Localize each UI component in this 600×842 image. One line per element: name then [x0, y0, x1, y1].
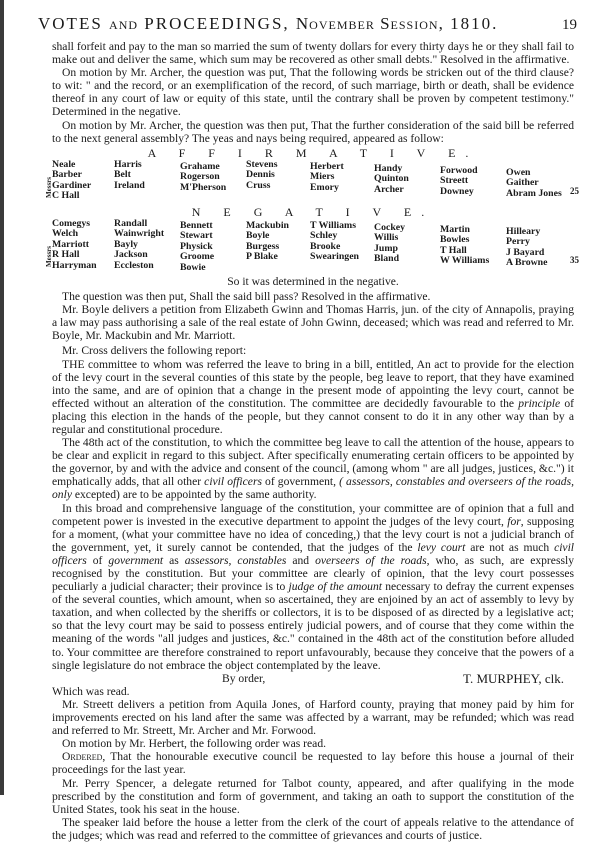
paragraph: Mr. Streett delivers a petition from Aquila Jones, of Harford county, praying that money paid by him for improvements erected on his land after the same was affected by a warrant, may be refunded; which was read and referred to Mr. Streett, Mr. Archer and Mr. Forwood. — [52, 697, 574, 738]
order-paragraph — [52, 750, 574, 776]
name-column — [506, 168, 562, 200]
name-column — [114, 160, 145, 192]
paragraph: Mr. Cross delivers the following report: — [62, 344, 247, 358]
member-name: Jump — [374, 242, 398, 254]
page-header — [38, 14, 558, 34]
header-and: and — [109, 14, 139, 33]
messrs-label: Messrs — [45, 176, 53, 198]
name-column — [52, 219, 97, 272]
vote-result: So it was determined in the negative. — [227, 274, 399, 288]
vote-count: 35 — [570, 254, 579, 265]
member-name: Mackubin — [246, 219, 290, 231]
paragraph: On motion by Mr. Archer, the question was then put, That the further consideration of the said bill be referred to the next general assembly? The yeas and nays being required, appeared as follow: — [52, 118, 574, 145]
member-name: Miers — [310, 171, 335, 183]
clerk-signature: T. MURPHEY, clk. — [463, 670, 564, 686]
member-name: W Williams — [440, 255, 490, 267]
name-column — [310, 162, 344, 194]
member-name: Eccleston — [114, 259, 154, 271]
member-name: Quinton — [374, 173, 409, 185]
vote-count: 25 — [570, 185, 579, 196]
text: In this broad and comprehensive language of the constitution, your committee are of opinion that a full and competent power is invested in the executive department to appoint the judges of the levy court, — [52, 501, 574, 528]
member-name: Stewart — [180, 230, 213, 242]
member-name: Cruss — [246, 179, 271, 191]
text: and — [286, 553, 316, 567]
text: committee to whom was referred the leave to bring in a bill, entitled, An act to provide for the election of the levy court in the several counties of this state by the people, beg leave to report, that they have examined into the same, and are of opinion that a change in the present mode of appointing the levy court, cannot be effected without an alteration of the constitution. The committee are decidedly favourable to the — [52, 357, 574, 410]
member-name: Bayly — [114, 238, 138, 250]
member-name: Marriott — [52, 238, 89, 250]
scan-edge — [0, 0, 4, 795]
italic-text: for — [507, 514, 521, 528]
header-proceedings: PROCEEDINGS, — [144, 14, 290, 33]
name-column — [440, 225, 489, 267]
name-column — [180, 162, 226, 194]
member-name: Bennett — [180, 219, 213, 231]
ordered-label: Ordered, — [62, 750, 106, 764]
negative-names — [45, 217, 579, 275]
header-session: November Session, — [295, 14, 444, 33]
member-name: M'Pherson — [180, 181, 227, 193]
report-lead: THE — [62, 357, 85, 371]
member-name: Wainwright — [114, 228, 165, 240]
paragraph: On motion by Mr. Archer, the question was put, That the following words be stricken out of the third clause? to wit: " and the record, or an exemplification of the record, of such marriage, birth or death, shall be evidence thereof in any court of law or equity of this state, until the contrary shall be proven by competent testimony." Determined in the negative. — [52, 66, 574, 119]
member-name: Bowie — [180, 261, 206, 273]
member-name: Downey — [440, 185, 474, 197]
text: of — [86, 553, 109, 567]
italic-text: judge of the amount — [288, 580, 382, 594]
name-column — [246, 221, 289, 263]
member-name: Boyle — [246, 230, 270, 242]
text: of government, — [261, 475, 340, 489]
member-name: T Hall — [440, 244, 467, 256]
member-name: Physick — [180, 240, 213, 252]
member-name: Hilleary — [506, 225, 541, 237]
italic-text: overseers of the roads, — [315, 553, 430, 567]
paragraph: Mr. Boyle delivers a petition from Elizabeth Gwinn and Thomas Harris, jun. of the city of Annapolis, praying a law may pass authorising a sale of the real estate of John Gwinn, deceased; which was read and referred to Mr. Boyle, Mr. Mackubin and Mr. Marriott. — [52, 303, 574, 343]
italic-text: principle — [518, 396, 561, 410]
signature-line — [52, 672, 574, 685]
member-name: Randall — [114, 217, 148, 229]
page-body — [45, 40, 579, 842]
member-name: Grahame — [180, 160, 220, 172]
member-name: Ireland — [114, 179, 145, 191]
member-name: Welch — [52, 228, 79, 240]
member-name: Streett — [440, 175, 469, 187]
member-name: Groome — [180, 251, 215, 263]
italic-text: government — [108, 553, 164, 567]
member-name: Perry — [506, 236, 530, 248]
member-name: T Williams — [310, 219, 357, 231]
paragraph: Mr. Perry Spencer, a delegate returned for Talbot county, appeared, and after qualifying in the mode prescribed by the constitution and form of government, and taking an oath to support the constitution of the United States, took his seat in the house. — [52, 776, 574, 816]
header-year: 1810. — [450, 14, 499, 33]
text: The 48th act of the constitution, to which the committee beg leave to call the attention of the house, appears to be clear and explicit in regard to this subject. After specifically enumerating certain officers to be appointed by the governor, by and with the advice and consent of the council, (among whom " are all judges, justices, &c.") it emphatically adds, that all other — [52, 436, 574, 489]
member-name: Emory — [310, 181, 339, 193]
name-column — [246, 160, 278, 192]
italic-text: civil officers — [52, 540, 575, 567]
by-order: By order, — [222, 671, 266, 685]
text: who, as such, are expressly recognised by the constitution. But your committee are clearly of opinion, that the levy court possesses peculiarly a judicial character; their province is to — [52, 553, 574, 594]
member-name: Martin — [440, 223, 470, 235]
member-name: J Bayard — [506, 246, 545, 258]
member-name: Stevens — [246, 158, 278, 170]
paragraph: On motion by Mr. Herbert, the following order was read. — [62, 737, 327, 751]
name-column — [506, 227, 547, 269]
header-votes: VOTES — [38, 14, 103, 33]
report-paragraph — [52, 436, 574, 501]
name-column — [180, 221, 214, 274]
text: as — [163, 553, 185, 567]
negative-heading: N E G A T I V E. — [191, 204, 435, 219]
member-name: Bowles — [440, 234, 470, 246]
paragraph: The speaker laid before the house a letter from the clerk of the court of appeals relative to the attendance of the judges; which was read and referred to the committee of grievances and courts of justice. — [52, 815, 574, 842]
member-name: Gardiner — [52, 179, 92, 191]
member-name: Harryman — [52, 259, 97, 271]
member-name: Archer — [374, 183, 404, 195]
member-name: Handy — [374, 162, 403, 174]
italic-text: civil officers — [204, 475, 262, 489]
member-name: Willis — [374, 232, 399, 244]
text: of placing this election in the hands of the people, but they cannot consent to do it in any other way than by a regular and constitutional procedure. — [52, 396, 574, 436]
report-paragraph — [52, 502, 574, 672]
italic-text: ( assessors, constables and overseers of the roads, only — [52, 475, 574, 502]
name-column — [374, 223, 405, 265]
member-name: Comegys — [52, 217, 91, 229]
member-name: P Blake — [246, 251, 278, 263]
member-name: A Browne — [506, 257, 548, 269]
name-column — [374, 164, 409, 196]
member-name: Belt — [114, 169, 131, 181]
paragraph: shall forfeit and pay to the man so married the sum of twenty dollars for every thirty days he or they shall fail to make out and deliver the same, which sum may be recovered as other small debts." Resolved in the affirmative. — [52, 40, 574, 67]
paragraph: Which was read. — [52, 684, 130, 698]
member-name: R Hall — [52, 249, 80, 261]
member-name: C Hall — [52, 190, 80, 202]
name-column — [52, 160, 91, 202]
member-name: Swearingen — [310, 251, 359, 263]
member-name: Gaither — [506, 177, 539, 189]
affirmative-names — [45, 158, 579, 206]
member-name: Herbert — [310, 160, 344, 172]
page-number: 19 — [562, 17, 577, 33]
member-name: Schley — [310, 230, 338, 242]
name-column — [114, 219, 164, 272]
text: excepted) are to be appointed by the same authority. — [71, 488, 317, 502]
member-name: Burgess — [246, 240, 280, 252]
member-name: Barber — [52, 169, 82, 181]
messrs-label: Messrs — [45, 245, 53, 267]
member-name: Bland — [374, 253, 400, 265]
member-name: Owen — [506, 166, 531, 178]
paragraph: The question was then put, Shall the said bill pass? Resolved in the affirmative. — [62, 290, 431, 304]
member-name: Dennis — [246, 169, 275, 181]
member-name: Rogerson — [180, 171, 220, 183]
member-name: Brooke — [310, 240, 341, 252]
member-name: Harris — [114, 158, 142, 170]
text: are not as much — [465, 540, 555, 554]
name-column — [440, 166, 478, 198]
text: That the honourable executive council be requested to lay before this house a journal of their proceedings for the last year. — [52, 750, 574, 777]
member-name: Forwood — [440, 164, 478, 176]
italic-text: levy court — [417, 540, 466, 554]
member-name: Neale — [52, 158, 76, 170]
member-name: Jackson — [114, 249, 148, 261]
text: necessary to defray the current expenses of the several counties, which amount, when so ascertained, they are enjoined by an act of assembly to levy by taxation, and when collected by the sheriffs or collectors, it is to be disposed of as directed by a legislative act; so that the levy court may be said to possess entirely judicial powers, and of course that they come within the meaning of the words "all judges and justices, &c." contained in the 48th act of the constitution before alluded to. Your committee are therefore constrained to report unfavourably, because they conceive that the powers of a single legislature do not embrace the object contemplated by the leave. — [52, 580, 574, 672]
affirmative-heading: A F F I R M A T I V E. — [147, 145, 479, 160]
member-name: Cockey — [374, 221, 406, 233]
report-paragraph — [52, 358, 574, 437]
italic-text: assessors, constables — [184, 553, 287, 567]
name-column — [310, 221, 359, 263]
member-name: Abram Jones — [506, 187, 562, 199]
text: , supposing for a moment, (what your committee have no idea of conceding,) that the levy court is not a judicial branch of the government, yet, it surely cannot be contended, that the judges of the — [52, 514, 574, 554]
